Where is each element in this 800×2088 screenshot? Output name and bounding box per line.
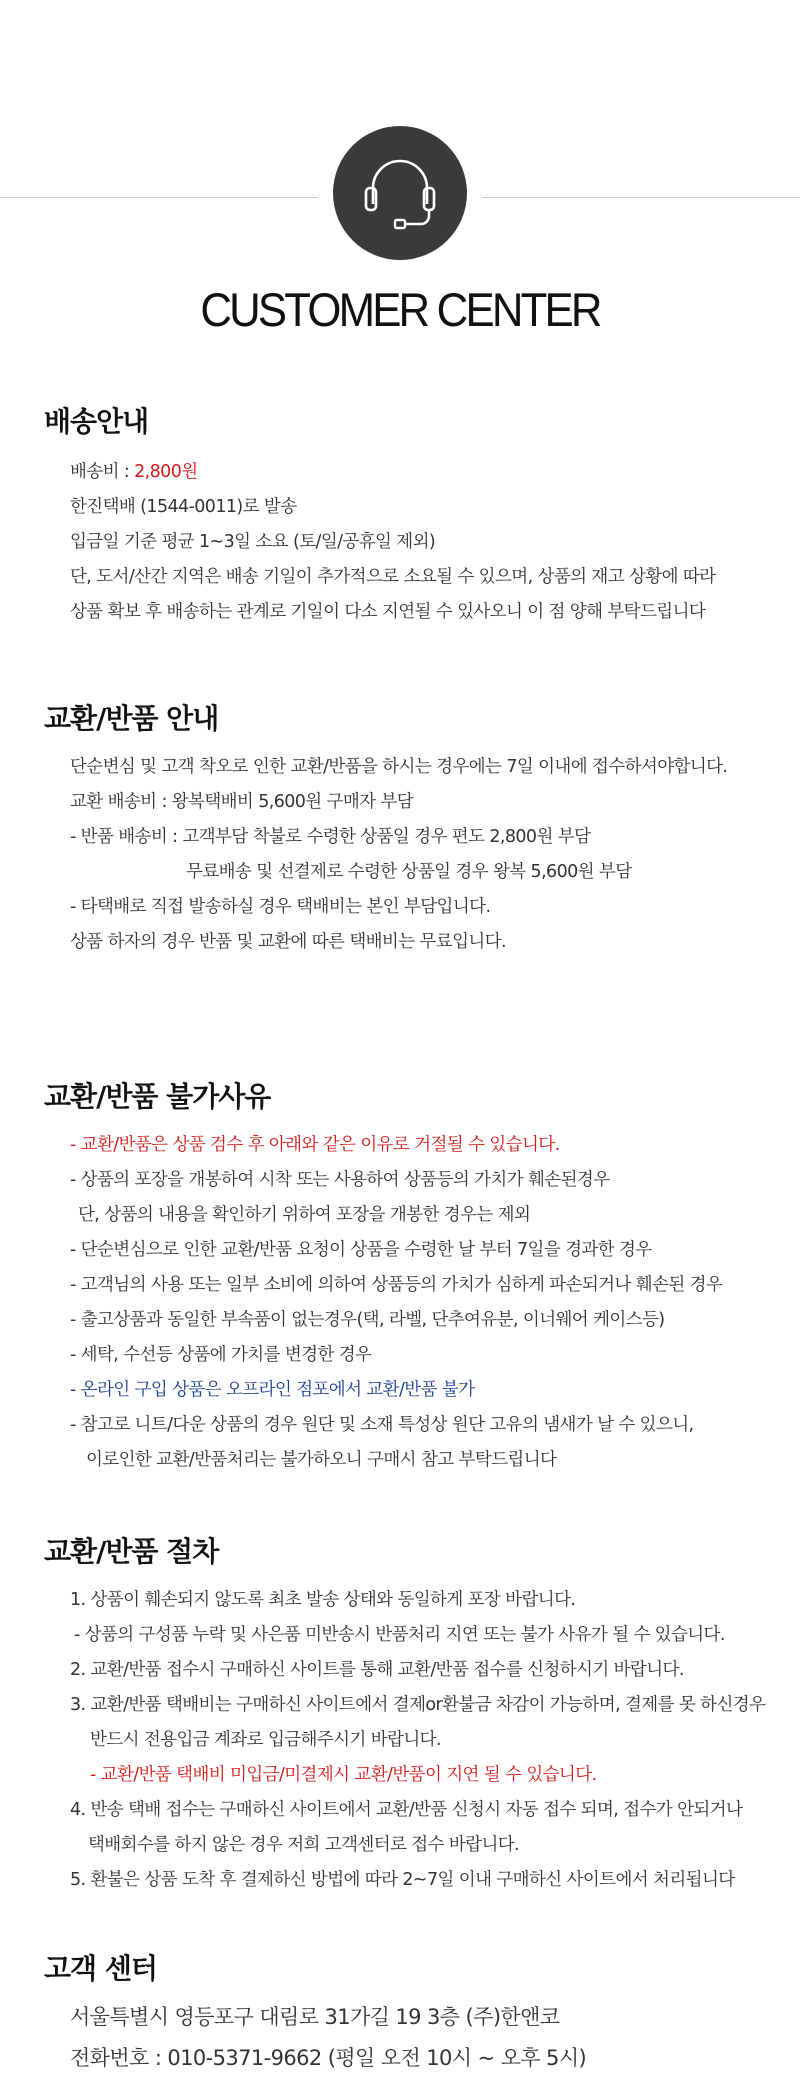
contact-address: 서울특별시 영등포구 대림로 31가길 19 3층 (주)한앤코 bbox=[70, 2005, 560, 2029]
exchange-section-title: 교환/반품 안내 bbox=[44, 702, 219, 735]
procedure-section-title: 교환/반품 절차 bbox=[44, 1535, 219, 1568]
shipping-fee-line bbox=[70, 458, 198, 483]
procedure-step: 1. 상품이 훼손되지 않도록 최초 발송 상태와 동일하게 포장 바랍니다. bbox=[70, 1590, 576, 1610]
exchange-line: 단순변심 및 고객 착오로 인한 교환/반품을 하시는 경우에는 7일 이내에 접수하셔야합니다. bbox=[70, 757, 728, 777]
headset-icon bbox=[333, 126, 467, 260]
refusal-line: - 출고상품과 동일한 부속품이 없는경우(택, 라벨, 단추여유분, 이너웨어 케이스등) bbox=[70, 1310, 665, 1330]
shipping-duration: 입금일 기준 평균 1~3일 소요 (토/일/공휴일 제외) bbox=[70, 532, 436, 552]
refusal-line: - 상품의 포장을 개봉하여 시착 또는 사용하여 상품등의 가치가 훼손된경우 bbox=[70, 1170, 610, 1190]
header-divider-right bbox=[482, 197, 800, 198]
exchange-line: - 반품 배송비 : 고객부담 착불로 수령한 상품일 경우 편도 2,800원 부담 bbox=[70, 827, 591, 847]
exchange-line: 교환 배송비 : 왕복택배비 5,600원 구매자 부담 bbox=[70, 792, 414, 812]
refusal-line: - 세탁, 수선등 상품에 가치를 변경한 경우 bbox=[70, 1345, 372, 1365]
procedure-step: 3. 교환/반품 택배비는 구매하신 사이트에서 결제or환불금 차감이 가능하며, 결제를 못 하신경우 bbox=[70, 1695, 766, 1715]
header-divider-left bbox=[0, 197, 318, 198]
refusal-notice: - 교환/반품은 상품 검수 후 아래와 같은 이유로 거절될 수 있습니다. bbox=[70, 1135, 560, 1155]
exchange-line: - 타택배로 직접 발송하실 경우 택배비는 본인 부담입니다. bbox=[70, 897, 491, 917]
shipping-carrier: 한진택배 (1544-0011)로 발송 bbox=[70, 497, 297, 517]
shipping-remote-notice: 단, 도서/산간 지역은 배송 기일이 추가적으로 소요될 수 있으며, 상품의 재고 상황에 따라 bbox=[70, 567, 716, 587]
refusal-line: 이로인한 교환/반품처리는 불가하오니 구매시 참고 부탁드립니다 bbox=[86, 1450, 557, 1470]
header-badge bbox=[333, 126, 467, 260]
procedure-step: 택배회수를 하지 않은 경우 저희 고객센터로 접수 바랍니다. bbox=[88, 1835, 520, 1855]
procedure-step: 5. 환불은 상품 도착 후 결제하신 방법에 따라 2~7일 이내 구매하신 사이트에서 처리됩니다 bbox=[70, 1870, 735, 1890]
procedure-step: 2. 교환/반품 접수시 구매하신 사이트를 통해 교환/반품 접수를 신청하시기 바랍니다. bbox=[70, 1660, 684, 1680]
procedure-warning: - 교환/반품 택배비 미입금/미결제시 교환/반품이 지연 될 수 있습니다. bbox=[90, 1765, 597, 1785]
procedure-step: 반드시 전용입금 계좌로 입금해주시기 바랍니다. bbox=[90, 1730, 441, 1750]
refusal-online-notice: - 온라인 구입 상품은 오프라인 점포에서 교환/반품 불가 bbox=[70, 1380, 475, 1400]
shipping-fee-value: 2,800원 bbox=[134, 462, 198, 482]
shipping-section-title: 배송안내 bbox=[44, 405, 149, 438]
exchange-line: 무료배송 및 선결제로 수령한 상품일 경우 왕복 5,600원 부담 bbox=[186, 862, 632, 882]
contact-section-title: 고객 센터 bbox=[44, 1952, 157, 1985]
procedure-step: - 상품의 구성품 누락 및 사은품 미반송시 반품처리 지연 또는 불가 사유가 될 수 있습니다. bbox=[74, 1625, 725, 1645]
refusal-line: - 단순변심으로 인한 교환/반품 요청이 상품을 수령한 날 부터 7일을 경과한 경우 bbox=[70, 1240, 652, 1260]
exchange-line: 상품 하자의 경우 반품 및 교환에 따른 택배비는 무료입니다. bbox=[70, 932, 506, 952]
page-title: CUSTOMER CENTER bbox=[200, 283, 600, 336]
procedure-step: 4. 반송 택배 접수는 구매하신 사이트에서 교환/반품 신청시 자동 접수 되며, 접수가 안되거나 bbox=[70, 1800, 743, 1820]
refusal-section-title: 교환/반품 불가사유 bbox=[44, 1080, 271, 1113]
shipping-fee-label: 배송비 : bbox=[70, 462, 135, 482]
refusal-line: - 고객님의 사용 또는 일부 소비에 의하여 상품등의 가치가 심하게 파손되거나 훼손된 경우 bbox=[70, 1275, 723, 1295]
contact-phone: 전화번호 : 010-5371-9662 (평일 오전 10시 ~ 오후 5시) bbox=[70, 2046, 587, 2070]
refusal-line: 단, 상품의 내용을 확인하기 위하여 포장을 개봉한 경우는 제외 bbox=[78, 1205, 531, 1225]
shipping-delay-notice: 상품 확보 후 배송하는 관계로 기일이 다소 지연될 수 있사오니 이 점 양해 부탁드립니다 bbox=[70, 602, 706, 622]
refusal-line: - 참고로 니트/다운 상품의 경우 원단 및 소재 특성상 원단 고유의 냄새가 날 수 있으니, bbox=[70, 1415, 694, 1435]
